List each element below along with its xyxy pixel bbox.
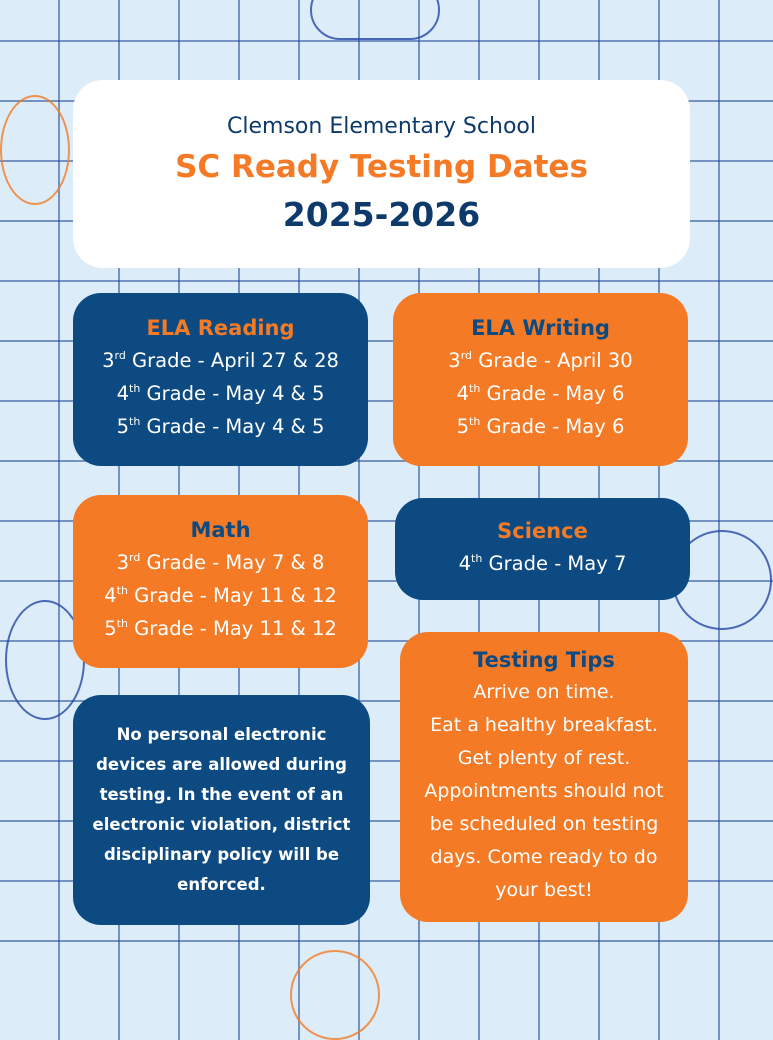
grade-number: 4 <box>116 382 130 405</box>
lightbulb-doodle-icon <box>0 95 70 205</box>
ordinal-suffix: th <box>469 415 481 428</box>
ordinal-suffix: th <box>469 382 481 395</box>
grade-number: 4 <box>458 551 472 575</box>
grade-date-text: Grade - April 30 <box>472 349 633 372</box>
grade-date-line <box>104 612 337 645</box>
grade-date-line <box>448 410 632 443</box>
tip-line: days. Come ready to do <box>430 845 658 868</box>
ordinal-suffix: th <box>116 617 128 630</box>
grade-date-text: Grade - May 4 & 5 <box>140 382 325 405</box>
ordinal-suffix: rd <box>460 349 473 362</box>
grade-date-line <box>104 546 337 579</box>
card-title: ELA Writing <box>471 316 610 340</box>
grade-date-line <box>448 344 632 377</box>
grade-date-text: Grade - May 6 <box>480 382 625 405</box>
grade-date-text: Grade - May 7 & 8 <box>140 551 325 574</box>
grade-date-line <box>102 377 339 410</box>
ball-doodle-icon <box>290 950 380 1040</box>
science-card <box>395 498 690 600</box>
grade-number: 3 <box>102 349 115 372</box>
grade-date-text: Grade - April 27 & 28 <box>125 349 339 372</box>
electronics-notice-card <box>73 695 370 925</box>
grade-date-line <box>102 410 339 443</box>
grade-number: 3 <box>116 551 130 574</box>
card-title: Science <box>497 518 588 543</box>
card-title: Math <box>190 518 251 542</box>
school-name: Clemson Elementary School <box>227 114 536 139</box>
testing-tips-card <box>400 632 688 922</box>
cloud-doodle-icon <box>310 0 440 40</box>
grade-date-line <box>459 547 627 580</box>
header-card <box>73 80 690 268</box>
ordinal-suffix: rd <box>114 349 126 362</box>
ordinal-suffix: th <box>116 584 128 597</box>
school-year: 2025-2026 <box>282 195 481 234</box>
tip-line: your best! <box>495 878 593 901</box>
grade-date-text: Grade - May 11 & 12 <box>127 584 337 607</box>
grade-date-line <box>104 579 337 612</box>
page-title: SC Ready Testing Dates <box>175 149 588 185</box>
ordinal-suffix: th <box>129 382 141 395</box>
grade-number: 5 <box>456 415 470 438</box>
ela-reading-card <box>73 293 368 466</box>
grade-number: 5 <box>104 617 117 640</box>
tip-line: Appointments should not <box>424 779 664 802</box>
grade-date-text: Grade - May 11 & 12 <box>127 617 337 640</box>
ela-writing-card <box>393 293 688 466</box>
grade-number: 3 <box>448 349 461 372</box>
grade-number: 5 <box>116 415 130 438</box>
grade-date-line <box>448 377 632 410</box>
tip-line: be scheduled on testing <box>429 812 659 835</box>
notice-text: No personal electronic devices are allowed during testing. In the event of an electronic violation, district disciplinary policy will be enforced. <box>92 725 351 894</box>
ordinal-suffix: rd <box>129 551 141 564</box>
math-card <box>73 495 368 668</box>
grade-number: 4 <box>456 382 470 405</box>
card-title: Testing Tips <box>473 647 615 672</box>
grade-date-text: Grade - May 7 <box>482 551 627 575</box>
grade-date-line <box>102 344 339 377</box>
tip-line: Eat a healthy breakfast. <box>430 713 658 736</box>
ordinal-suffix: th <box>471 551 483 565</box>
ordinal-suffix: th <box>129 415 141 428</box>
card-title: ELA Reading <box>146 316 295 340</box>
tip-line: Get plenty of rest. <box>457 746 631 769</box>
grade-date-text: Grade - May 6 <box>480 415 625 438</box>
tip-line: Arrive on time. <box>473 680 615 703</box>
grade-date-text: Grade - May 4 & 5 <box>140 415 325 438</box>
grade-number: 4 <box>104 584 117 607</box>
